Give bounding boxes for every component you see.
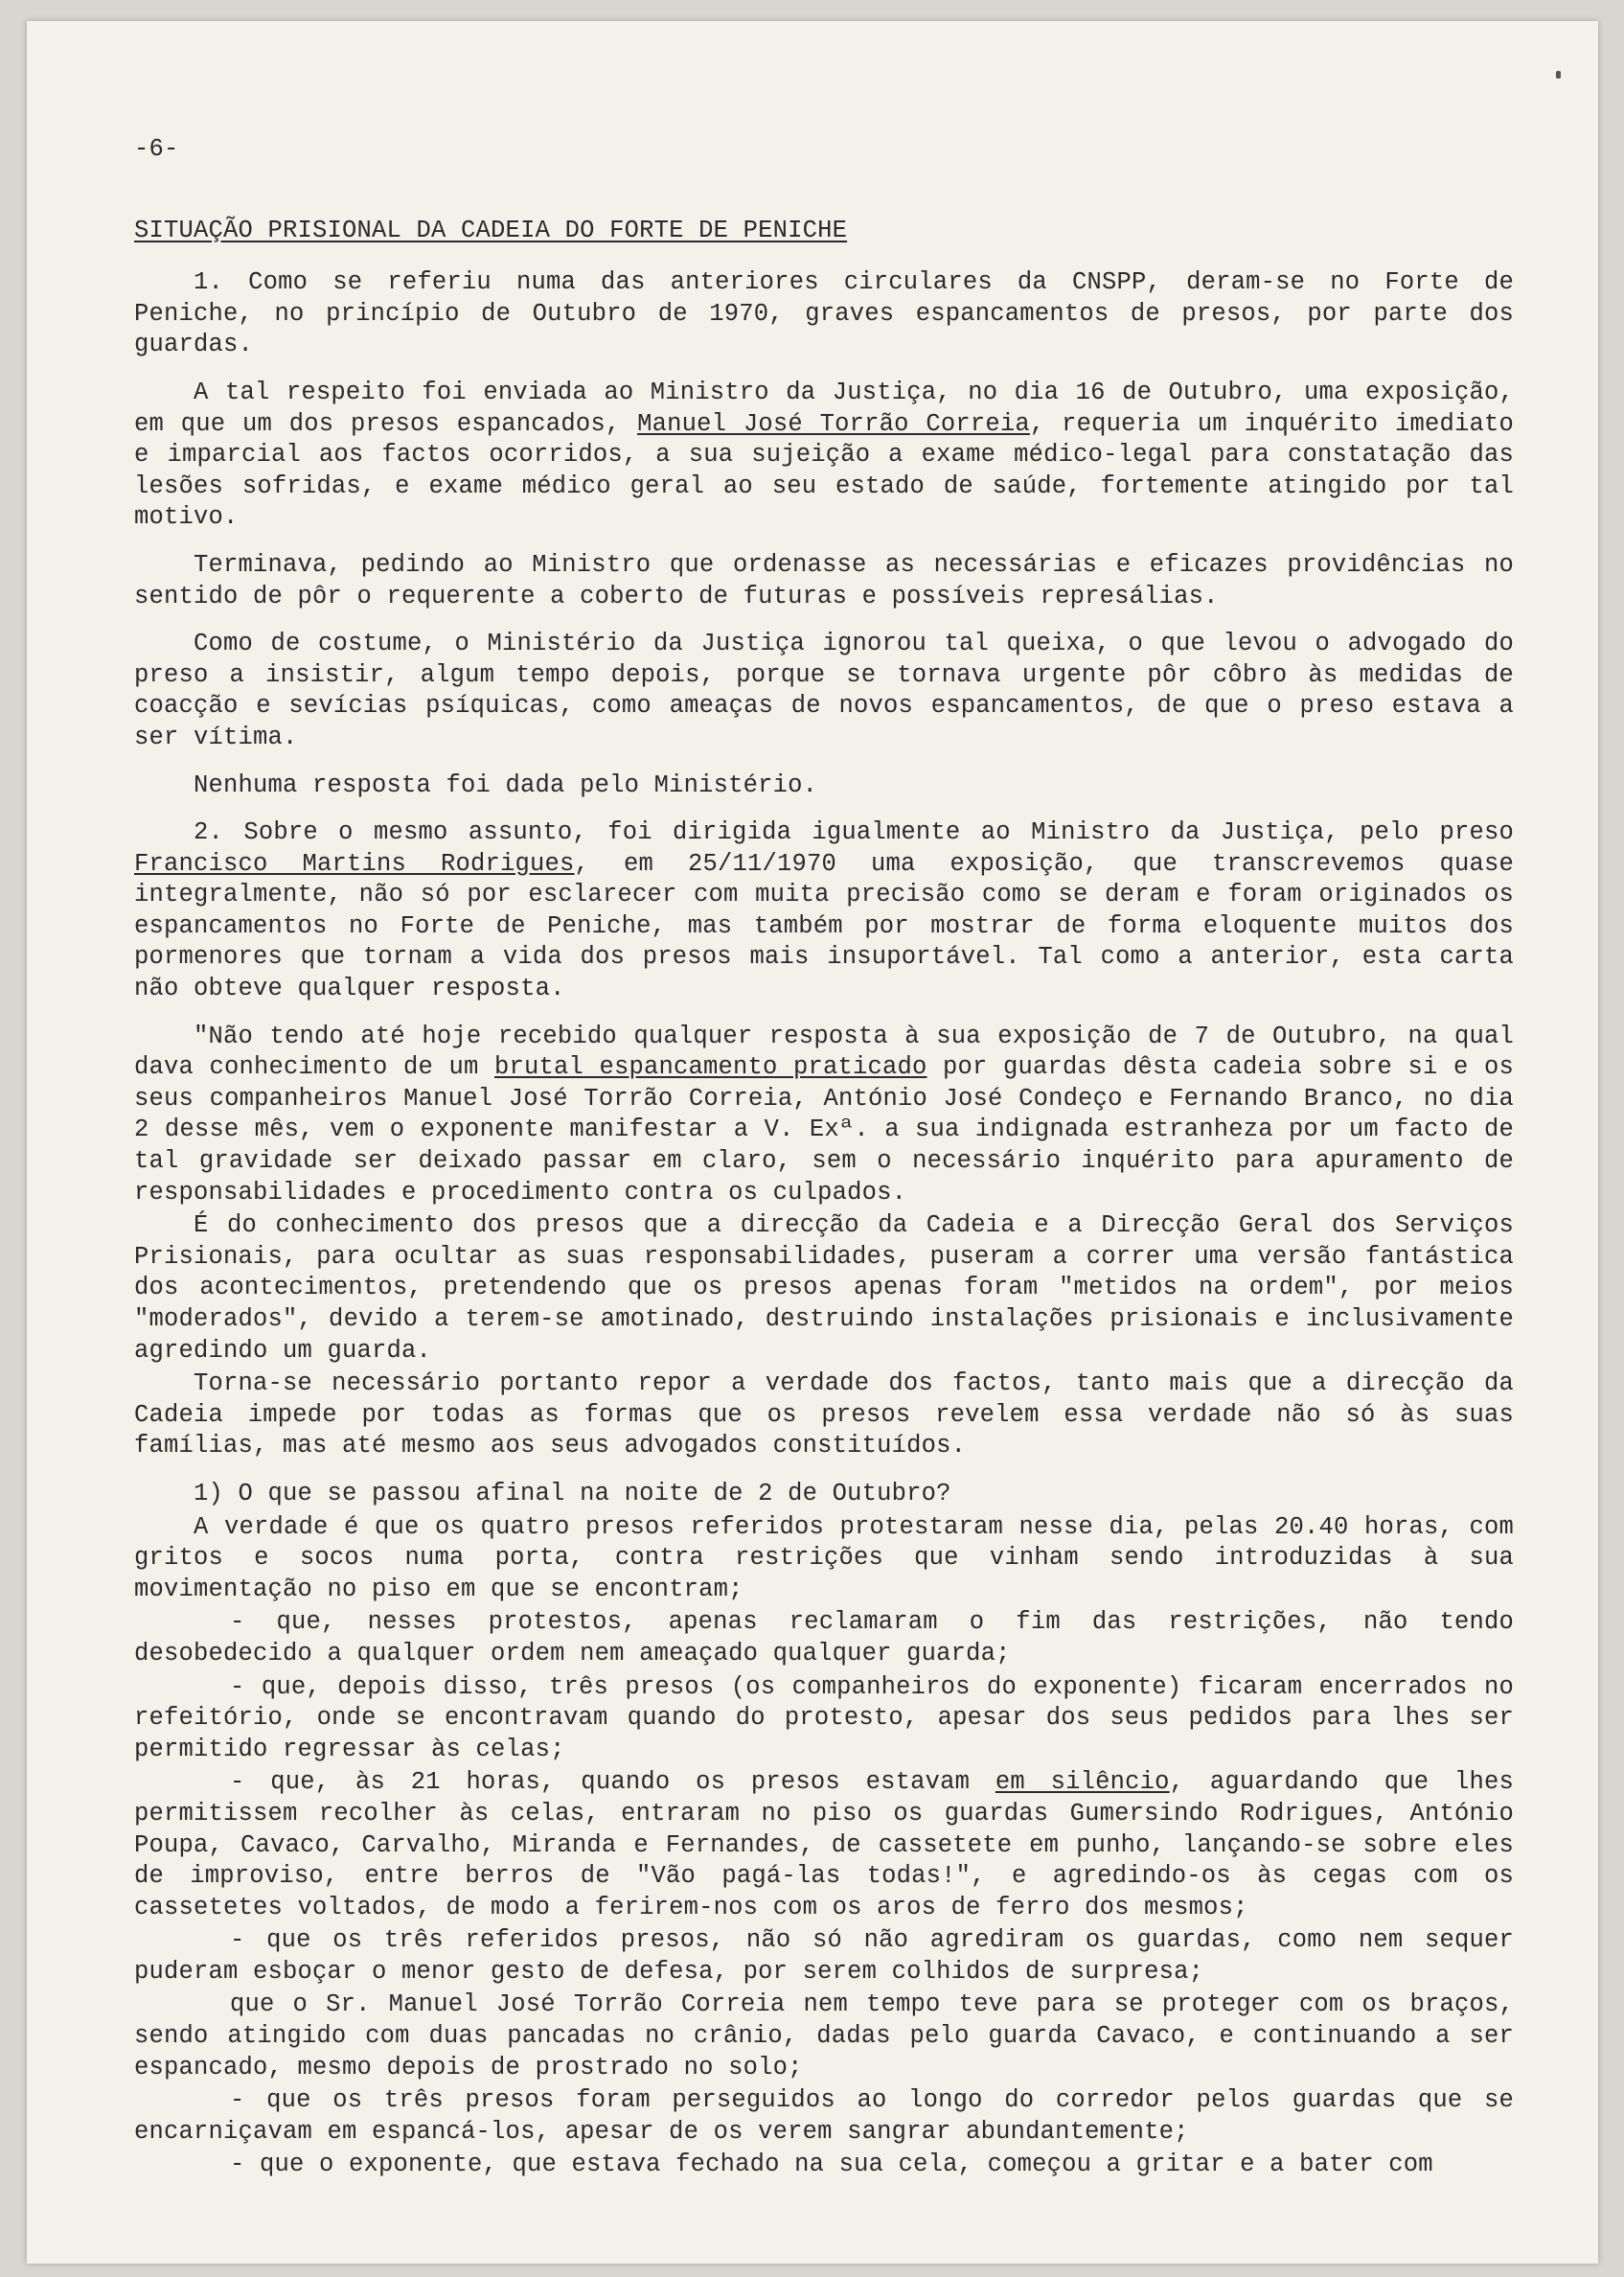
paragraph: Torna-se necessário portanto repor a verdade dos factos, tanto mais que a direcção da Cadeia impede por todas as formas que os presos revelem essa verdade não só às suas famílias, mas até mesmo aos seus advogados constituídos. xyxy=(134,1369,1514,1460)
document-page xyxy=(27,21,1598,2264)
paragraph: É do conhecimento dos presos que a direcção da Cadeia e a Direcção Geral dos Serviços Prisionais, para ocultar as suas responsabilidades, puseram a correr uma versão fantástica dos acontecimentos, pretendendo que os presos apenas foram "metidos na ordem", por meios "moderados", devido a terem-se amotinado, destruindo instalações prisionais e inclusivamente agredindo um guarda. xyxy=(134,1211,1514,1365)
list-item: que o Sr. Manuel José Torrão Correia nem tempo teve para se proteger com os braços, sendo atingido com duas pancadas no crânio, dadas pelo guarda Cavaco, e continuando a ser espancado, mesmo depois de prostrado no solo; xyxy=(134,1990,1514,2082)
underlined-phrase: em silêncio xyxy=(995,1768,1170,1797)
underlined-phrase: brutal espancamento praticado xyxy=(494,1053,927,1082)
document-body xyxy=(134,134,1514,2183)
document-title: SITUAÇÃO PRISIONAL DA CADEIA DO FORTE DE PENICHE xyxy=(134,216,848,244)
list-item: - que, nesses protestos, apenas reclamaram o fim das restrições, não tendo desobedecido a qualquer ordem nem ameaçado qualquer guarda; xyxy=(134,1608,1514,1668)
list-item: - que, às 21 horas, quando os presos estavam em silêncio, aguardando que lhes permitissem recolher às celas, entraram no piso os guardas Gumersindo Rodrigues, António Poupa, Cavaco, Carvalho, Miranda e Fernandes, de cassetete em punho, lançando-se sobre eles de improviso, entre berros de "Vão pagá-las todas!", e agredindo-os às cegas com os cassetetes voltados, de modo a ferirem-nos com os aros de ferro dos mesmos; xyxy=(134,1768,1514,1921)
page-number: -6- xyxy=(134,135,179,163)
paragraph: Nenhuma resposta foi dada pelo Ministério. xyxy=(194,770,818,799)
paragraph: 1. Como se referiu numa das anteriores circulares da CNSPP, deram-se no Forte de Peniche, no princípio de Outubro de 1970, graves espancamentos de presos, por parte dos guardas. xyxy=(134,268,1514,359)
paragraph: "Não tendo até hoje recebido qualquer resposta à sua exposição de 7 de Outubro, na qual dava conhecimento de um brutal espancamento praticado por guardas dêsta cadeia sobre si e os seus companheiros Manuel José Torrão Correia, António José Condeço e Fernando Branco, no dia 2 desse mês, vem o exponente manifestar a V. Exª. a sua indignada estranheza por um facto de tal gravidade ser deixado passar em claro, sem o necessário inquérito para apuramento de responsabilidades e procedimento contra os culpados. xyxy=(134,1022,1515,1207)
paper-speck xyxy=(1556,71,1561,79)
paragraph: 2. Sobre o mesmo assunto, foi dirigida igualmente ao Ministro da Justiça, pelo preso Francisco Martins Rodrigues, em 25/11/1970 uma exposição, que transcrevemos quase integralmente, não só por esclarecer com muita precisão como se deram e foram originados os espancamentos no Forte de Peniche, mas também por mostrar de forma eloquente muitos dos pormenores que tornam a vida dos presos mais insuportável. Tal como a anterior, esta carta não obteve qualquer resposta. xyxy=(134,818,1514,1003)
list-item: - que os três referidos presos, não só não agrediram os guardas, como nem sequer puderam esboçar o menor gesto de defesa, por serem colhidos de surpresa; xyxy=(134,1926,1514,1986)
list-item: - que o exponente, que estava fechado na sua cela, começou a gritar e a bater com xyxy=(230,2150,1433,2179)
list-item: - que os três presos foram perseguidos ao longo do corredor pelos guardas que se encarniçavam em espancá-los, apesar de os verem sangrar abundantemente; xyxy=(134,2086,1514,2146)
paragraph: A verdade é que os quatro presos referidos protestaram nesse dia, pelas 20.40 horas, com gritos e socos numa porta, contra restrições que vinham sendo introduzidas à sua movimentação no piso em que se encontram; xyxy=(134,1512,1514,1603)
list-item: - que, depois disso, três presos (os companheiros do exponente) ficaram encerrados no refeitório, onde se encontravam quando do protesto, apesar dos seus pedidos para lhes ser permitido regressar às celas; xyxy=(134,1672,1514,1763)
paragraph: Como de costume, o Ministério da Justiça ignorou tal queixa, o que levou o advogado do preso a insistir, algum tempo depois, porque se tornava urgente pôr côbro às medidas de coacção e sevícias psíquicas, como ameaças de novos espancamentos, de que o preso estava a ser vítima. xyxy=(134,630,1514,751)
paragraph: Terminava, pedindo ao Ministro que ordenasse as necessárias e eficazes providências no sentido de pôr o requerente a coberto de futuras e possíveis represálias. xyxy=(134,550,1514,610)
underlined-name: Francisco Martins Rodrigues xyxy=(134,849,575,878)
section-heading: 1) O que se passou afinal na noite de 2 de Outubro? xyxy=(194,1479,951,1507)
underlined-name: Manuel José Torrão Correia xyxy=(637,409,1030,438)
paragraph: A tal respeito foi enviada ao Ministro da Justiça, no dia 16 de Outubro, uma exposição, em que um dos presos espancados, Manuel José Torrão Correia, requeria um inquérito imediato e imparcial aos factos ocorridos, a sua sujeição a exame médico-legal para constatação das lesões sofridas, e exame médico geral ao seu estado de saúde, fortemente atingido por tal motivo. xyxy=(134,378,1514,532)
